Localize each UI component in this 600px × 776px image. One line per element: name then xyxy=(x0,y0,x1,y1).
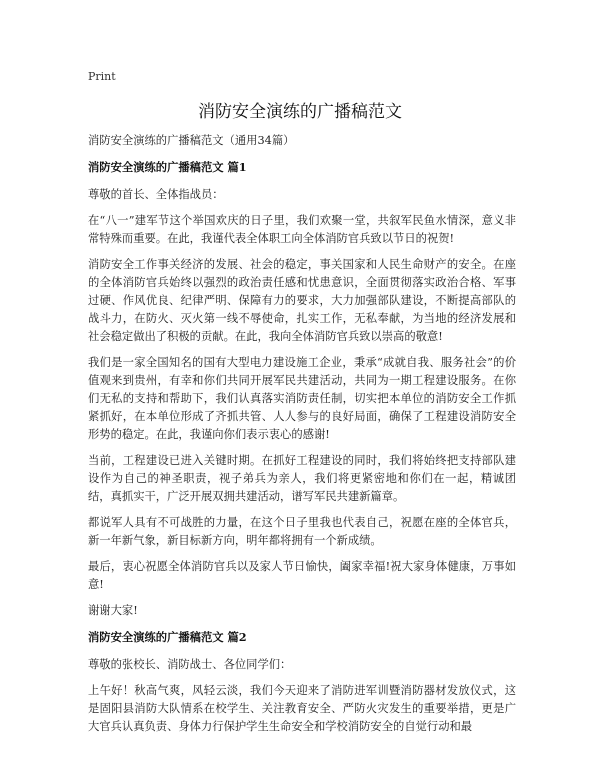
print-label: Print xyxy=(88,70,116,83)
greeting: 尊敬的首长、全体指战员： xyxy=(88,188,224,201)
section-heading: 消防安全演练的广播稿范文 篇1 xyxy=(88,160,247,174)
paragraph: 都说军人具有不可战胜的力量，在这个日子里我也代表自己，祝愿在座的全体官兵，新一年新气象，新目标新方向，明年都将拥有一个新成绩。 xyxy=(88,516,516,547)
paragraph: 最后，衷心祝愿全体消防官兵以及家人节日愉快，阖家幸福!祝大家身体健康，万事如意! xyxy=(88,560,516,591)
paragraph: 上午好！秋高气爽，风轻云淡，我们今天迎来了消防进军训暨消防器材发放仪式，这是固阳县消防大队情系在校学生、关注教育安全、严防火灾发生的重要举措，更是广大官兵认真负责、身体力行保护学生生命安全和学校消防安全的自觉行动和最 xyxy=(88,684,516,733)
paragraph: 我们是一家全国知名的国有大型电力建设施工企业，秉承“成就自我、服务社会”的价值观来到贵州，有幸和你们共同开展军民共建活动，共同为一期工程建设服务。在你们无私的支持和帮助下，我们认真落实消防责任制，切实把本单位的消防安全工作抓紧抓好，在本单位形成了齐抓共管、人人参与的良好局面，确保了工程建设消防安全形势的稳定。在此，我谨向你们表示衷心的感谢! xyxy=(88,356,516,441)
paragraph: 在“八一”建军节这个举国欢庆的日子里，我们欢聚一堂，共叙军民鱼水情深，意义非常特殊而重要。在此，我谨代表全体职工向全体消防官兵致以节日的祝贺! xyxy=(88,214,516,245)
document-subtitle: 消防安全演练的广播稿范文（通用34篇） xyxy=(88,134,295,147)
closing: 谢谢大家! xyxy=(88,604,138,617)
greeting: 尊敬的张校长、消防战士、各位同学们： xyxy=(88,658,292,671)
page-title: 消防安全演练的广播稿范文 xyxy=(198,102,402,122)
paragraph: 消防安全工作事关经济的发展、社会的稳定，事关国家和人民生命财产的安全。在座的全体消防官兵始终以强烈的政治责任感和忧患意识，全面贯彻落实政治合格、军事过硬、作风优良、纪律严明、保障有力的要求，大力加强部队建设，不断提高部队的战斗力，在防火、灭火第一线不辱使命，扎实工作，无私奉献，为当地的经济发展和社会稳定做出了积极的贡献。在此，我向全体消防官兵致以崇高的敬意! xyxy=(88,258,516,343)
document-body xyxy=(88,132,516,744)
paragraph: 当前，工程建设已进入关键时期。在抓好工程建设的同时，我们将始终把支持部队建设作为自己的神圣职责，视子弟兵为亲人，我们将更紧密地和你们在一起，精诚团结，真抓实干，广泛开展双拥共建活动，谱写军民共建新篇章。 xyxy=(88,454,516,503)
section-heading: 消防安全演练的广播稿范文 篇2 xyxy=(88,630,247,644)
